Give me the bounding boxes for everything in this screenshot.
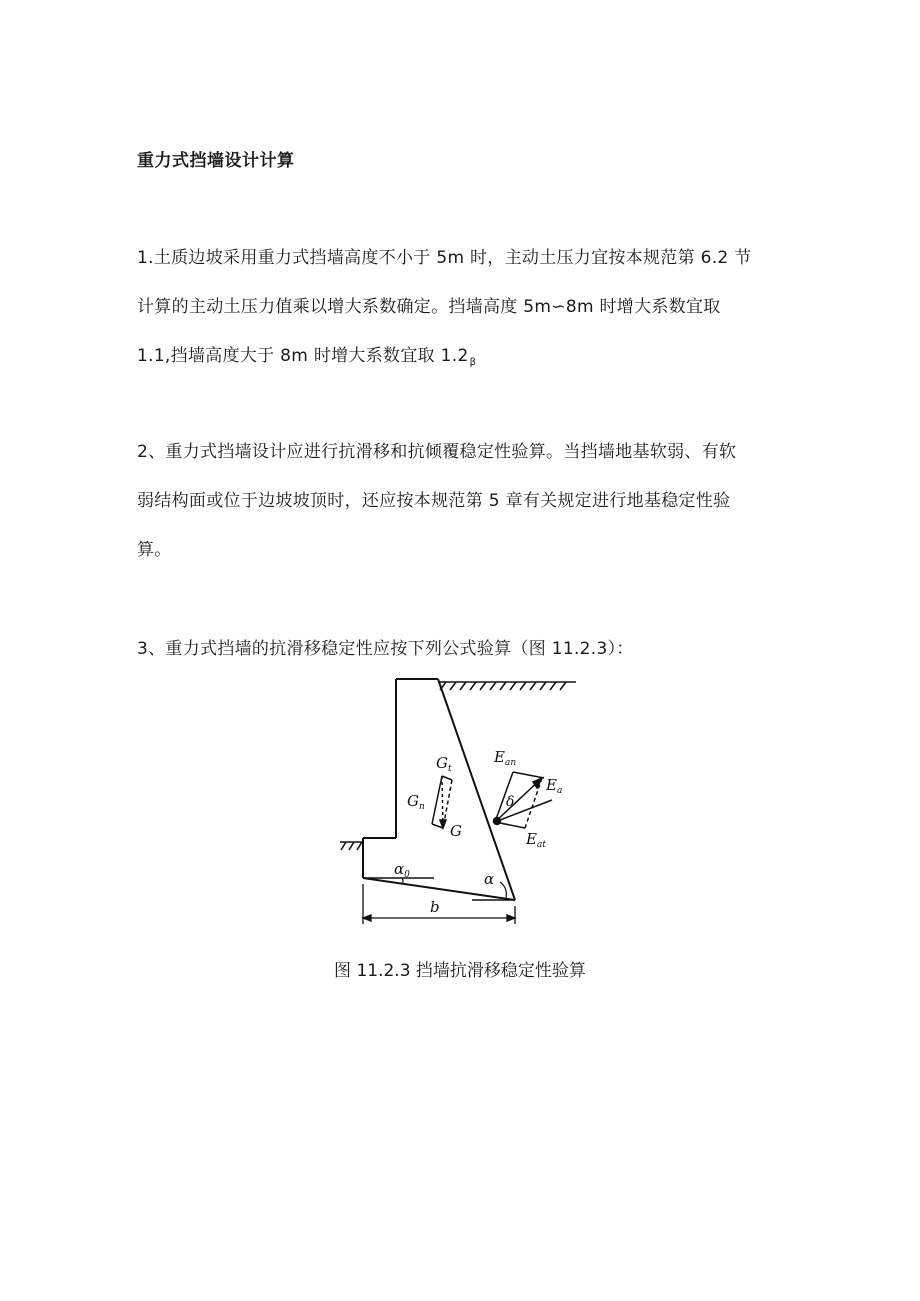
alpha0-arc: [402, 878, 403, 884]
retaining-wall-figure: [330, 672, 590, 942]
section-1-line-3-text: 1.1,挡墙高度大于 8m 时增大系数宜取 1.2: [137, 346, 469, 366]
label-Ea: $E_a$: [546, 776, 563, 796]
alpha-arc: [500, 882, 506, 898]
label-b: b: [430, 898, 440, 916]
section-1-line-3-suffix: β: [469, 357, 477, 368]
figure-caption: 图 11.2.3 挡墙抗滑移稳定性验算: [334, 961, 586, 981]
label-Gn: $G_n$: [407, 792, 425, 812]
section-2-line-2: 弱结构面或位于边坡坡顶时，还应按本规范第 5 章有关规定进行地基稳定性验: [137, 491, 731, 511]
label-alpha: α: [484, 870, 495, 888]
figure-labels: [394, 748, 562, 916]
backfill-ground: [438, 682, 576, 690]
section-1-line-2: 计算的主动土压力值乘以增大系数确定。挡墙高度 5m∽8m 时增大系数宜取: [137, 297, 721, 317]
label-Gt: $G_t$: [436, 754, 452, 774]
label-delta: δ: [506, 794, 515, 810]
section-1-line-3: [137, 341, 476, 368]
label-Ean: $E_{an}$: [494, 748, 517, 768]
section-1-line-1: 1.土质边坡采用重力式挡墙高度不小于 5m 时，主动土压力宜按本规范第 6.2 节: [137, 248, 752, 268]
label-alpha0: $\alpha_0$: [394, 860, 410, 880]
section-2-line-3: 算。: [137, 540, 172, 560]
section-2-line-1: 2、重力式挡墙设计应进行抗滑移和抗倾覆稳定性验算。当挡墙地基软弱、有软: [137, 442, 737, 462]
gravity-force-diagram: [432, 776, 452, 828]
label-G: G: [450, 822, 462, 840]
earth-pressure-diagram: [494, 772, 553, 828]
front-ground: [340, 842, 363, 850]
label-Eat: $E_{at}$: [526, 830, 546, 850]
document-title: 重力式挡墙设计计算: [137, 151, 295, 171]
retaining-wall-diagram: [330, 672, 590, 942]
section-3-line-1: 3、重力式挡墙的抗滑移稳定性应按下列公式验算（图 11.2.3）：: [137, 639, 634, 659]
